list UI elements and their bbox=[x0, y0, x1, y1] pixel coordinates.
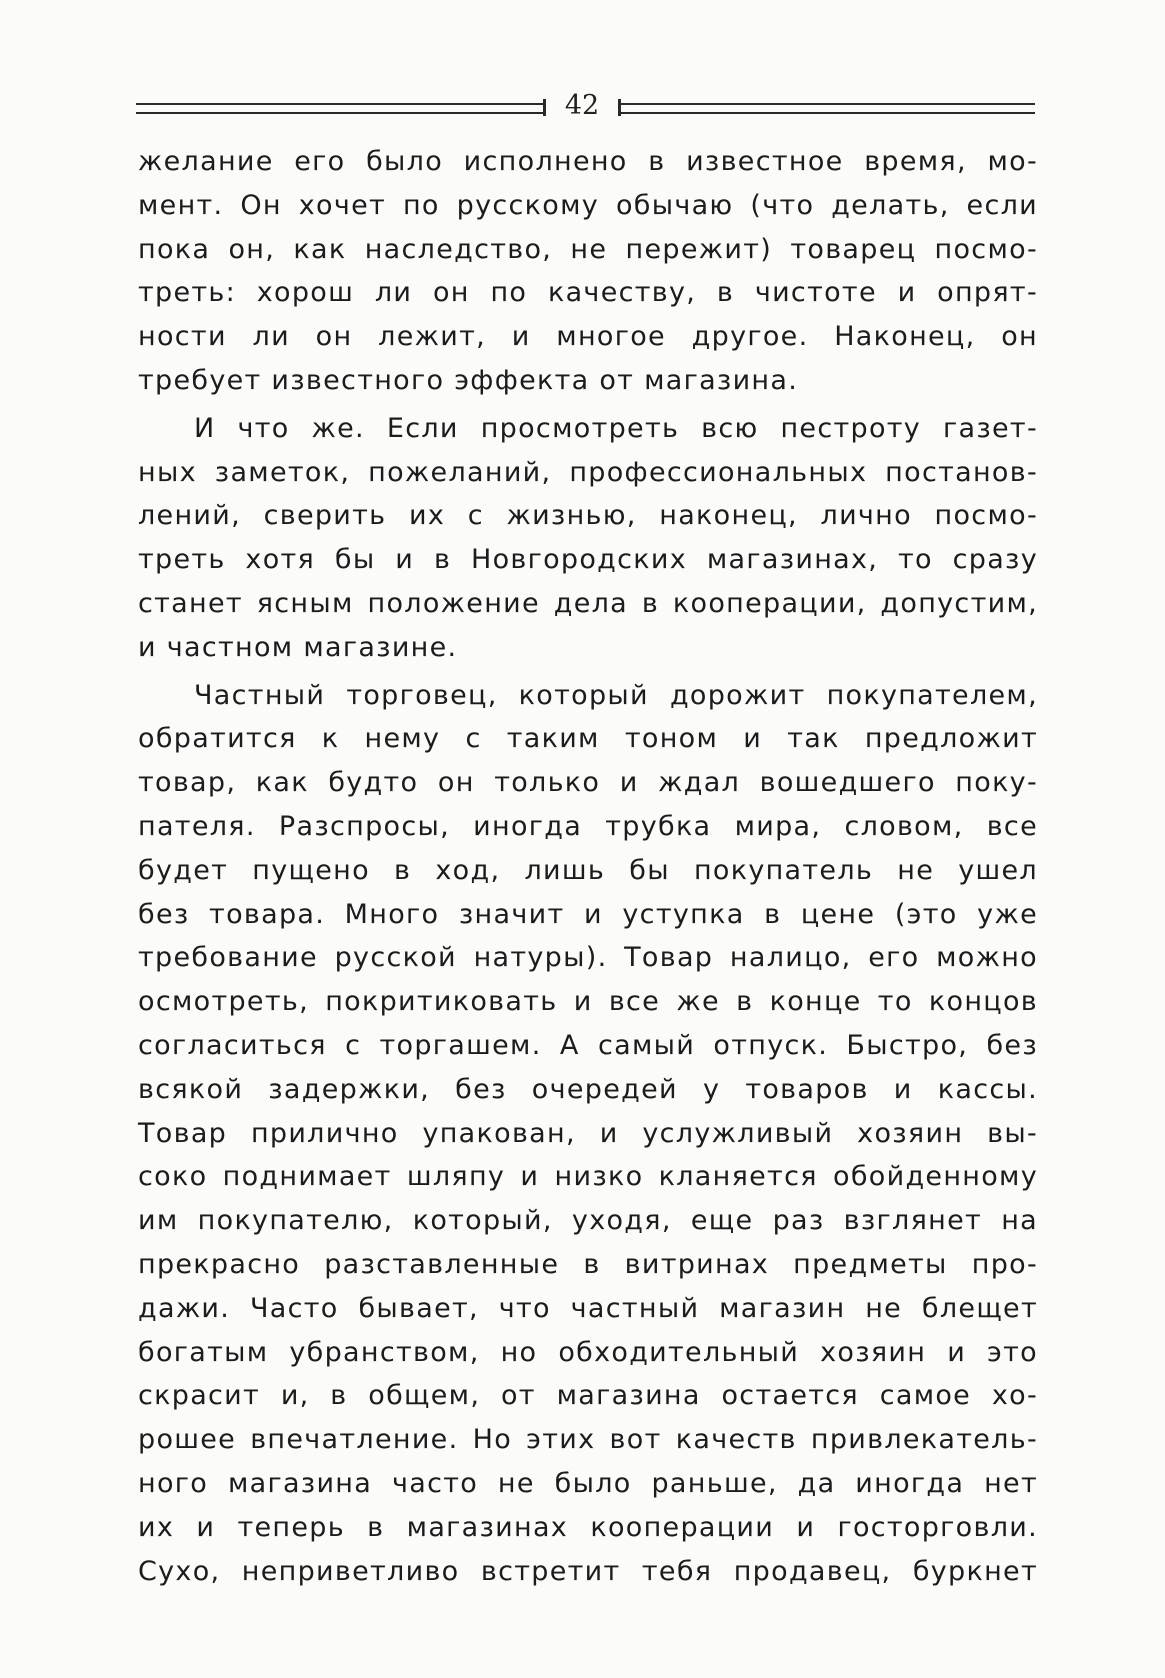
text-line: их и теперь в магазинах кооперации и госторговли. bbox=[138, 1511, 1038, 1543]
text-line: осмотреть, покритиковать и все же в конце то концов bbox=[138, 986, 1038, 1018]
text-line: Частный торговец, который дорожит покупателем, bbox=[194, 679, 1038, 711]
text-line: ных заметок, пожеланий, профессиональных постанов- bbox=[138, 456, 1038, 488]
text-line: всякой задержки, без очередей у товаров и кассы. bbox=[138, 1073, 1038, 1105]
text-line: мент. Он хочет по русскому обычаю (что делать, если bbox=[138, 189, 1038, 221]
text-line: соко поднимает шляпу и низко кланяется обойденному bbox=[138, 1161, 1038, 1193]
text-line: и частном магазине. bbox=[138, 631, 458, 663]
text-line: И что же. Если просмотреть всю пестроту газет- bbox=[194, 412, 1038, 444]
text-line: товар, как будто он только и ждал вошедшего поку- bbox=[138, 767, 1038, 799]
body-text bbox=[138, 140, 1038, 1593]
text-line: лений, сверить их с жизнью, наконец, лично посмо- bbox=[138, 500, 1038, 532]
text-line: треть: хорош ли он по качеству, в чистоте и опрят- bbox=[138, 277, 1038, 309]
text-line: требует известного эффекта от магазина. bbox=[138, 364, 799, 396]
text-line: желание его было исполнено в известное время, мо- bbox=[138, 146, 1038, 177]
text-line: согласиться с торгашем. А самый отпуск. Быстро, без bbox=[138, 1029, 1038, 1061]
text-line: станет ясным положение дела в кооперации, допустим, bbox=[138, 587, 1038, 619]
text-line: дажи. Часто бывает, что частный магазин не блещет bbox=[138, 1292, 1038, 1324]
text-line: прекрасно разставленные в витринах предметы про- bbox=[138, 1248, 1038, 1280]
page-header bbox=[136, 88, 1036, 124]
text-line: пока он, как наследство, не пережит) товарец посмо- bbox=[138, 233, 1038, 265]
text-line: скрасит и, в общем, от магазина остается самое хо- bbox=[138, 1380, 1038, 1412]
header-rule-right bbox=[620, 103, 1035, 114]
page-number: 42 bbox=[564, 90, 600, 121]
text-line: богатым убранством, но обходительный хозяин и это bbox=[138, 1336, 1038, 1368]
text-line: ного магазина часто не было раньше, да иногда нет bbox=[138, 1467, 1038, 1499]
text-line: треть хотя бы и в Новгородских магазинах, то сразу bbox=[138, 544, 1038, 576]
text-line: Сухо, неприветливо встретит тебя продавец, буркнет bbox=[138, 1555, 1038, 1587]
text-line: без товара. Много значит и уступка в цене (это уже bbox=[138, 898, 1038, 930]
text-line: обратится к нему с таким тоном и так предложит bbox=[138, 723, 1038, 755]
header-rule-left bbox=[136, 103, 544, 114]
text-line: рошее впечатление. Но этих вот качеств привлекатель- bbox=[138, 1424, 1038, 1456]
text-line: будет пущено в ход, лишь бы покупатель не ушел bbox=[138, 854, 1038, 886]
text-line: им покупателю, который, уходя, еще раз взглянет на bbox=[138, 1205, 1038, 1237]
text-line: Товар прилично упакован, и услужливый хозяин вы- bbox=[138, 1117, 1038, 1149]
text-line: ности ли он лежит, и многое другое. Наконец, он bbox=[138, 321, 1038, 353]
text-line: требование русской натуры). Товар налицо, его можно bbox=[138, 942, 1038, 974]
text-line: пателя. Разспросы, иногда трубка мира, словом, все bbox=[138, 810, 1038, 842]
